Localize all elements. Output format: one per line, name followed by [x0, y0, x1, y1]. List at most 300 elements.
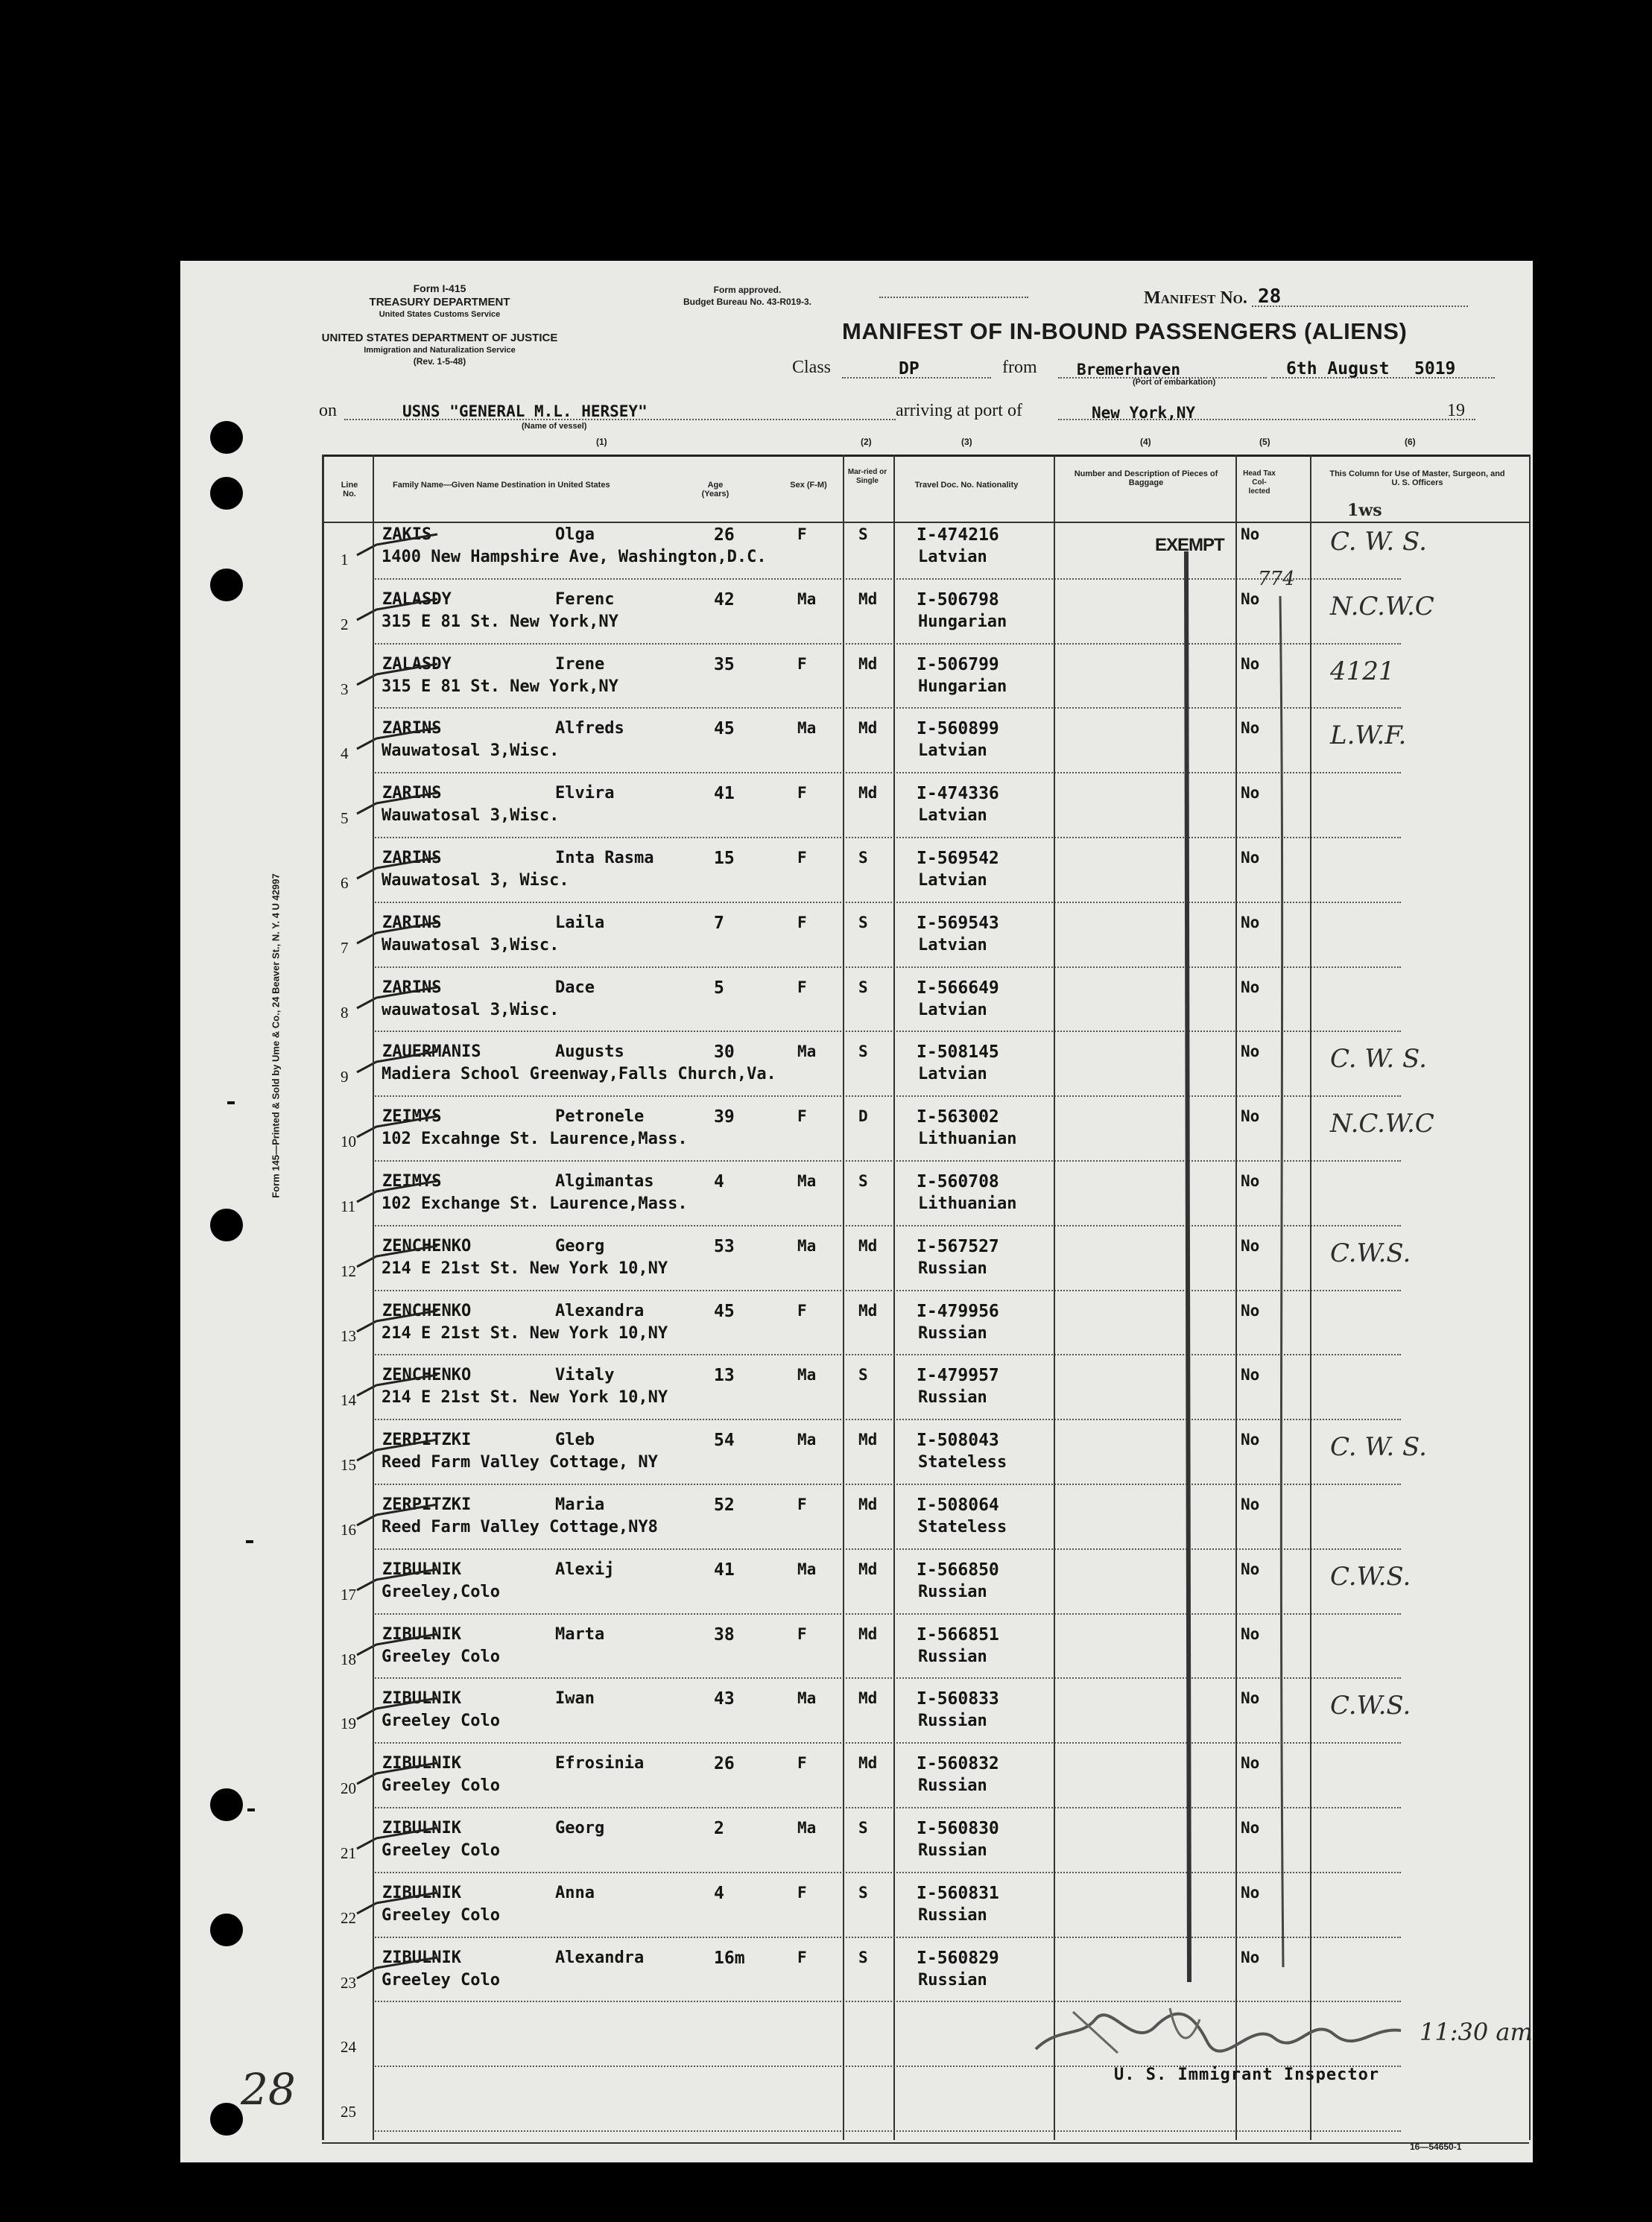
revision: (Rev. 1-5-48): [413, 356, 466, 367]
cell-family: ZARINS: [382, 784, 442, 803]
cell-family: ZIBULNIK: [382, 1948, 461, 1967]
handwritten-number: 774: [1258, 568, 1295, 590]
line-number: 16: [341, 1521, 356, 1539]
col-header-age: Age (Years): [701, 481, 730, 498]
line-number: 13: [341, 1326, 356, 1345]
cell-doc: I-560833: [917, 1689, 999, 1709]
cell-doc: I-479957: [917, 1366, 999, 1386]
cell-age: 26: [714, 1754, 735, 1774]
cell-marital: Md: [858, 1754, 878, 1773]
col-num-4: (4): [1140, 437, 1151, 447]
cell-given: Iwan: [555, 1689, 595, 1709]
cell-age: 41: [714, 784, 735, 804]
cell-destination: 214 E 21st St. New York 10,NY: [382, 1388, 668, 1408]
cell-age: 15: [714, 849, 735, 868]
dotted-rule: [842, 377, 991, 379]
cell-family: ZERPITZKI: [382, 1495, 472, 1514]
on-label: on: [319, 401, 337, 420]
cell-nationality: Latvian: [918, 1000, 987, 1019]
cell-marital: S: [858, 1948, 868, 1966]
punch-hole: [210, 477, 243, 510]
cell-sex: F: [797, 978, 807, 996]
cell-age: 5: [714, 978, 724, 998]
cell-doc: I-506798: [917, 589, 999, 610]
cell-destination: Wauwatosal 3,Wisc.: [382, 741, 560, 761]
line-number: 5: [341, 809, 349, 828]
col-header-name: Family Name—Given Name Destination in United States: [393, 481, 610, 490]
cell-tax: No: [1241, 1819, 1260, 1837]
check-mark: [354, 1437, 443, 1466]
cell-marital: S: [858, 1042, 868, 1061]
manifest-number: 28: [1258, 285, 1282, 308]
margin-tick: [247, 1808, 255, 1811]
cell-tax: No: [1241, 589, 1260, 608]
dotted-rule: [879, 297, 1028, 298]
arrival-port: New York,NY: [1092, 404, 1196, 422]
check-mark: [354, 790, 443, 820]
cell-nationality: Stateless: [918, 1518, 1007, 1536]
justice-dept: UNITED STATES DEPARTMENT OF JUSTICE: [321, 332, 558, 344]
cell-doc: I-560708: [917, 1172, 999, 1191]
check-mark: [354, 984, 443, 1014]
cell-nationality: Stateless: [918, 1453, 1007, 1472]
cell-age: 45: [714, 719, 735, 739]
cell-nationality: Latvian: [918, 806, 987, 826]
cell-sex: Ma: [797, 719, 817, 738]
officer-initials: 1ws: [1347, 501, 1382, 520]
cell-marital: Md: [858, 1495, 878, 1513]
cell-age: 41: [714, 1560, 735, 1580]
cell-sex: F: [797, 1754, 807, 1773]
line-number: 1: [341, 551, 349, 569]
cell-nationality: Russian: [918, 1905, 987, 1925]
cell-tax: No: [1241, 849, 1260, 867]
exempt-stamp: EXEMPT: [1155, 535, 1224, 555]
cell-doc: I-566851: [917, 1624, 999, 1645]
cell-nationality: Latvian: [918, 871, 987, 890]
cell-family: ZENCHENKO: [382, 1366, 472, 1385]
cell-family: ZAKIS: [382, 525, 432, 544]
punch-hole: [210, 1209, 243, 1241]
check-mark: [354, 1048, 443, 1078]
cell-tax: No: [1241, 1301, 1260, 1320]
check-mark: [354, 1825, 443, 1855]
cell-family: ZIBULNIK: [382, 1689, 461, 1709]
line-number: 8: [341, 1003, 349, 1022]
col-header-sex: Sex (F-M): [790, 481, 827, 490]
cell-nationality: Russian: [918, 1647, 987, 1666]
cell-nationality: Lithuanian: [918, 1194, 1017, 1213]
cell-given: Augusts: [555, 1042, 624, 1062]
cell-given: Alexandra: [555, 1301, 645, 1320]
cell-tax: No: [1241, 1042, 1260, 1061]
cell-marital: Md: [858, 1301, 878, 1320]
cell-marital: Md: [858, 1624, 878, 1643]
column-rule: [1054, 455, 1055, 2140]
column-rule: [373, 455, 374, 2140]
check-mark: [354, 661, 443, 691]
cell-given: Gleb: [555, 1431, 595, 1450]
cell-tax: No: [1241, 978, 1260, 996]
cell-destination: 102 Excahnge St. Laurence,Mass.: [382, 1130, 688, 1149]
check-mark: [354, 1178, 443, 1208]
cell-age: 42: [714, 589, 735, 610]
cell-sex: Ma: [797, 1236, 817, 1255]
page-title: MANIFEST OF IN-BOUND PASSENGERS (ALIENS): [842, 318, 1408, 344]
cell-marital: Md: [858, 1236, 878, 1255]
cell-marital: S: [858, 1366, 868, 1384]
cell-tax: No: [1241, 654, 1260, 673]
cell-doc: I-506799: [917, 654, 999, 674]
line-number: 22: [341, 1908, 356, 1927]
cell-sex: F: [797, 1948, 807, 1966]
cell-family: ZAUERMANIS: [382, 1042, 481, 1062]
cell-nationality: Russian: [918, 1712, 987, 1731]
cell-marital: S: [858, 849, 868, 867]
cell-officer-note: C.W.S.: [1330, 1561, 1411, 1592]
cell-tax: No: [1241, 1948, 1260, 1966]
cell-doc: I-560832: [917, 1754, 999, 1774]
cell-officer-note: C.W.S.: [1330, 1238, 1411, 1268]
cell-nationality: Russian: [918, 1259, 987, 1278]
cell-destination: Madiera School Greenway,Falls Church,Va.: [382, 1065, 776, 1084]
col-header-officers: This Column for Use of Master, Surgeon, and U. S. Officers: [1329, 469, 1505, 487]
cell-marital: Md: [858, 589, 878, 608]
from-label: from: [1002, 358, 1037, 377]
cell-marital: S: [858, 978, 868, 996]
cell-given: Georg: [555, 1819, 605, 1838]
header-rule: [322, 522, 1529, 523]
col-num-3: (3): [961, 437, 972, 447]
check-mark: [354, 1501, 443, 1531]
port-caption: (Port of embarkation): [1133, 378, 1216, 387]
cell-tax: No: [1241, 784, 1260, 803]
check-mark: [354, 919, 443, 949]
line-number: 21: [341, 1844, 356, 1862]
cell-doc: I-508064: [917, 1495, 999, 1515]
pen-strokes: [1118, 522, 1341, 2012]
cell-tax: No: [1241, 1366, 1260, 1384]
cell-given: Georg: [555, 1236, 605, 1256]
col-header-travel: Travel Doc. No. Nationality: [914, 481, 1019, 490]
cell-family: ZARINS: [382, 719, 442, 738]
check-mark: [354, 1308, 443, 1338]
cell-given: Anna: [555, 1883, 595, 1902]
cell-given: Efrosinia: [555, 1754, 645, 1773]
line-number: 7: [341, 938, 349, 957]
col-num-1: (1): [596, 437, 607, 447]
line-number: 3: [341, 680, 349, 698]
printer-side-text: Form 145—Printed & Sold by Ume & Co., 24 Beaver St., N. Y. 4 U 42997: [270, 873, 282, 1198]
cell-family: ZALASDY: [382, 589, 452, 609]
cell-nationality: Latvian: [918, 548, 987, 566]
cell-given: Dace: [555, 978, 595, 997]
cell-family: ZARINS: [382, 978, 442, 997]
col-header-baggage: Number and Description of Pieces of Baggage: [1074, 469, 1218, 487]
embark-port: Bremerhaven: [1077, 361, 1181, 379]
cell-nationality: Hungarian: [918, 612, 1007, 631]
cell-destination: wauwatosal 3,Wisc.: [382, 1000, 560, 1019]
col-header-headtax: Head Tax Col-lected: [1243, 469, 1276, 496]
cell-doc: I-560899: [917, 719, 999, 739]
row-divider: [373, 2130, 1401, 2132]
cell-given: Ferenc: [555, 589, 615, 609]
cell-destination: Reed Farm Valley Cottage,NY8: [382, 1518, 658, 1536]
cell-given: Alexij: [555, 1560, 615, 1579]
margin-tick: [227, 1101, 235, 1104]
cell-given: Vitaly: [555, 1366, 615, 1385]
cell-given: Laila: [555, 913, 605, 932]
column-rule: [843, 455, 844, 2140]
line-number: 19: [341, 1715, 356, 1733]
cell-destination: 1400 New Hampshire Ave, Washington,D.C.: [382, 548, 767, 566]
column-rule: [1529, 455, 1531, 2140]
sail-date: 6th August: [1286, 359, 1390, 379]
cell-age: 38: [714, 1624, 735, 1645]
cell-nationality: Russian: [918, 1776, 987, 1796]
cell-nationality: Russian: [918, 1388, 987, 1408]
cell-family: ZENCHENKO: [382, 1236, 472, 1256]
cell-marital: S: [858, 1883, 868, 1902]
line-number: 9: [341, 1068, 349, 1086]
cell-officer-note: C.W.S.: [1330, 1691, 1411, 1721]
cell-nationality: Russian: [918, 1582, 987, 1601]
cell-nationality: Latvian: [918, 935, 987, 955]
cell-family: ZIBULNIK: [382, 1883, 461, 1902]
cell-doc: I-569542: [917, 849, 999, 868]
cell-marital: Md: [858, 1689, 878, 1708]
cell-tax: No: [1241, 525, 1260, 543]
col-header-married: Mar-ried or Single: [847, 468, 887, 485]
cell-given: Alexandra: [555, 1948, 645, 1967]
col-num-6: (6): [1405, 437, 1416, 447]
cell-doc: I-567527: [917, 1236, 999, 1256]
customs-service: United States Customs Service: [379, 310, 501, 319]
cell-family: ZARINS: [382, 849, 442, 867]
cell-nationality: Russian: [918, 1841, 987, 1860]
margin-tick: [246, 1540, 253, 1543]
cell-marital: D: [858, 1107, 868, 1126]
check-mark: [354, 531, 443, 561]
cell-doc: I-508145: [917, 1042, 999, 1063]
cell-given: Inta Rasma: [555, 849, 654, 867]
punch-hole: [210, 421, 243, 454]
line-number: 15: [341, 1456, 356, 1475]
cell-sex: F: [797, 1301, 807, 1320]
cell-age: 43: [714, 1689, 735, 1709]
cell-tax: No: [1241, 1172, 1260, 1190]
cell-tax: No: [1241, 1495, 1260, 1513]
cell-sex: F: [797, 1495, 807, 1513]
cell-destination: 214 E 21st St. New York 10,NY: [382, 1259, 668, 1278]
cell-age: 7: [714, 913, 724, 933]
cell-tax: No: [1241, 719, 1260, 738]
manifest-label: Manifest No.: [1144, 288, 1247, 308]
cell-marital: Md: [858, 719, 878, 738]
cell-sex: F: [797, 654, 807, 673]
cell-family: ZENCHENKO: [382, 1301, 472, 1320]
column-rule: [893, 455, 895, 2140]
cell-marital: Md: [858, 784, 878, 803]
cell-sex: Ma: [797, 1560, 817, 1578]
cell-doc: I-566649: [917, 978, 999, 998]
cell-sex: Ma: [797, 1819, 817, 1837]
dotted-rule: [1252, 306, 1468, 307]
cell-sex: Ma: [797, 1689, 817, 1708]
vessel-name: USNS "GENERAL M.L. HERSEY": [402, 402, 648, 420]
cell-doc: I-560830: [917, 1819, 999, 1838]
cell-tax: No: [1241, 1236, 1260, 1255]
cell-given: Elvira: [555, 784, 615, 803]
cell-doc: I-569543: [917, 913, 999, 933]
cell-sex: Ma: [797, 1172, 817, 1190]
cell-officer-note: L.W.F.: [1330, 721, 1407, 751]
line-number: 24: [341, 2038, 356, 2057]
line-number: 23: [341, 1973, 356, 1992]
col-header-line: Line No.: [341, 481, 358, 498]
check-mark: [354, 725, 443, 755]
cell-officer-note: C. W. S.: [1330, 1432, 1427, 1463]
cell-marital: Md: [858, 1560, 878, 1578]
cell-destination: Greeley,Colo: [382, 1582, 500, 1601]
cell-sex: F: [797, 1624, 807, 1643]
check-mark: [354, 1372, 443, 1402]
ins-service: Immigration and Naturalization Service: [364, 346, 516, 355]
cell-tax: No: [1241, 1431, 1260, 1449]
check-mark: [354, 596, 443, 626]
punch-hole: [210, 1788, 243, 1821]
check-mark: [354, 1954, 443, 1984]
cell-nationality: Latvian: [918, 741, 987, 761]
line-number: 6: [341, 874, 349, 892]
cell-tax: No: [1241, 1560, 1260, 1578]
cell-nationality: Russian: [918, 1970, 987, 1990]
cell-sex: F: [797, 849, 807, 867]
cell-nationality: Russian: [918, 1323, 987, 1343]
form-approved: Form approved.: [713, 285, 782, 295]
cell-sex: Ma: [797, 1366, 817, 1384]
punch-hole: [210, 1914, 243, 1946]
cell-nationality: Lithuanian: [918, 1130, 1017, 1149]
check-mark: [354, 1760, 443, 1790]
punch-hole: [210, 2103, 243, 2136]
cell-age: 54: [714, 1431, 735, 1451]
cell-tax: No: [1241, 1754, 1260, 1773]
col-num-5: (5): [1259, 437, 1270, 447]
check-mark: [354, 1631, 443, 1661]
check-mark: [354, 1566, 443, 1596]
punch-hole: [210, 569, 243, 601]
check-mark: [354, 1890, 443, 1919]
class-label: Class: [792, 358, 832, 377]
cell-age: 52: [714, 1495, 735, 1515]
cell-destination: Greeley Colo: [382, 1776, 500, 1796]
cell-family: ZARINS: [382, 913, 442, 932]
cell-given: Marta: [555, 1624, 605, 1644]
line-number: 2: [341, 615, 349, 633]
cell-destination: Greeley Colo: [382, 1970, 500, 1990]
cell-destination: Reed Farm Valley Cottage, NY: [382, 1453, 658, 1472]
cell-tax: No: [1241, 1883, 1260, 1902]
line-number: 25: [341, 2103, 356, 2121]
cell-destination: 315 E 81 St. New York,NY: [382, 677, 618, 696]
cell-family: ZEIMYS: [382, 1107, 442, 1127]
cell-marital: S: [858, 1172, 868, 1190]
form-number: Form I-415: [413, 282, 466, 294]
margin-number: 28: [241, 2064, 296, 2115]
cell-officer-note: 4121: [1330, 656, 1395, 686]
year-suffix: 19: [1447, 401, 1465, 420]
cell-destination: Wauwatosal 3,Wisc.: [382, 806, 560, 826]
dotted-rule: [1058, 377, 1267, 379]
cell-given: Olga: [555, 525, 595, 544]
cell-doc: I-560829: [917, 1948, 999, 1968]
cell-given: Irene: [555, 654, 605, 674]
cell-family: ZIBULNIK: [382, 1754, 461, 1773]
cell-doc: I-566850: [917, 1560, 999, 1580]
cell-doc: I-508043: [917, 1431, 999, 1451]
arriving-label: arriving at port of: [896, 401, 1022, 420]
check-mark: [354, 1695, 443, 1725]
signature-time: 11:30 am: [1420, 2018, 1533, 2046]
cell-tax: No: [1241, 913, 1260, 931]
cell-family: ZIBULNIK: [382, 1819, 461, 1838]
cell-destination: 315 E 81 St. New York,NY: [382, 612, 618, 631]
cell-doc: I-479956: [917, 1301, 999, 1321]
check-mark: [354, 1113, 443, 1143]
cell-family: ZIBULNIK: [382, 1560, 461, 1579]
cell-destination: Greeley Colo: [382, 1905, 500, 1925]
cell-marital: S: [858, 1819, 868, 1837]
cell-officer-note: N.C.W.C: [1330, 591, 1434, 621]
cell-doc: I-560831: [917, 1883, 999, 1903]
cell-sex: Ma: [797, 1431, 817, 1449]
cell-family: ZIBULNIK: [382, 1624, 461, 1644]
cell-destination: Greeley Colo: [382, 1712, 500, 1731]
cell-sex: F: [797, 784, 807, 803]
cell-given: Maria: [555, 1495, 605, 1514]
cell-family: ZEIMYS: [382, 1172, 442, 1191]
cell-given: Algimantas: [555, 1172, 654, 1191]
cell-doc: I-563002: [917, 1107, 999, 1127]
cell-age: 4: [714, 1883, 724, 1903]
cell-tax: No: [1241, 1689, 1260, 1708]
cell-destination: Greeley Colo: [382, 1647, 500, 1666]
col-num-2: (2): [861, 437, 872, 447]
cell-sex: F: [797, 1107, 807, 1126]
cell-age: 53: [714, 1236, 735, 1256]
cell-marital: Md: [858, 654, 878, 673]
cell-age: 16m: [714, 1948, 745, 1968]
treasury-dept: TREASURY DEPARTMENT: [369, 296, 510, 308]
footer-code: 16—54650-1: [1410, 2142, 1462, 2152]
check-mark: [354, 855, 443, 884]
cell-sex: F: [797, 1883, 807, 1902]
cell-sex: F: [797, 913, 807, 931]
cell-sex: F: [797, 525, 807, 543]
cell-sex: Ma: [797, 1042, 817, 1061]
cell-doc: I-474336: [917, 784, 999, 804]
cell-age: 4: [714, 1172, 724, 1191]
cell-destination: Wauwatosal 3, Wisc.: [382, 871, 569, 890]
line-number: 17: [341, 1585, 356, 1604]
sail-year: 5019: [1414, 359, 1456, 379]
cell-doc: I-474216: [917, 525, 999, 545]
column-rule: [322, 455, 324, 2140]
cell-age: 26: [714, 525, 735, 545]
cell-destination: 214 E 21st St. New York 10,NY: [382, 1323, 668, 1343]
line-number: 14: [341, 1391, 356, 1410]
